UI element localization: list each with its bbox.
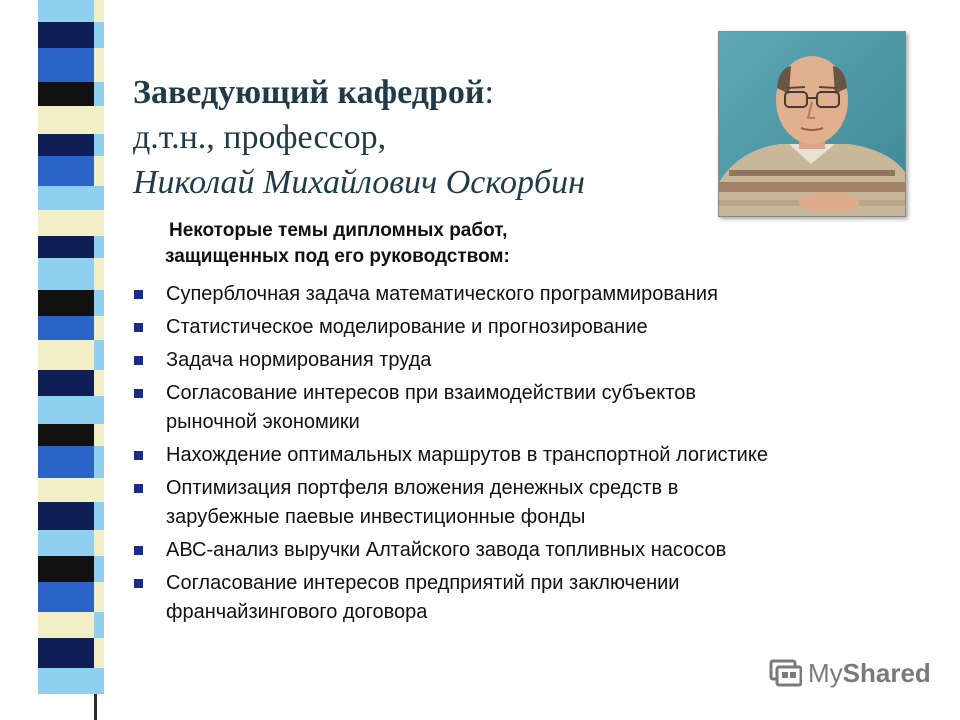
myshared-logo-icon <box>768 656 802 690</box>
stripe-segment <box>38 22 94 48</box>
title-line-name: Николай Михайлович Оскорбин <box>133 164 585 201</box>
stripe-segment-inner <box>94 258 104 290</box>
square-bullet-icon <box>134 484 143 493</box>
stripe-segment <box>38 316 94 340</box>
stripe-segment <box>38 156 94 186</box>
topic-text: Оптимизация портфеля вложения денежных средств в <box>166 477 679 499</box>
stripe-segment <box>38 186 94 210</box>
stripe-segment-inner <box>94 582 104 612</box>
watermark-my: My <box>808 657 843 688</box>
title-line-degree: д.т.н., профессор, <box>133 119 387 156</box>
stripe-segment <box>38 668 94 694</box>
stripe-segment-inner <box>94 316 104 340</box>
square-bullet-icon <box>134 290 143 299</box>
topic-text-cont: рыночной экономики <box>166 411 360 433</box>
stripe-segment-inner <box>94 396 104 424</box>
stripe-segment <box>38 290 94 316</box>
stripe-segment-inner <box>94 370 104 396</box>
watermark-text <box>808 658 931 689</box>
stripe-segment <box>38 340 94 370</box>
stripe-segment <box>38 478 94 502</box>
stripe-segment-inner <box>94 556 104 582</box>
stripe-segment-inner <box>94 290 104 316</box>
stripe-segment-inner <box>94 612 104 638</box>
myshared-watermark <box>768 656 931 690</box>
stripe-segment-inner <box>94 156 104 186</box>
stripe-segment <box>38 502 94 530</box>
stripe-segment <box>38 370 94 396</box>
stripe-segment <box>38 424 94 446</box>
stripe-segment <box>38 612 94 638</box>
role-text: Заведующий кафедрой <box>133 74 485 111</box>
stripe-segment <box>38 48 94 82</box>
topic-text: Задача нормирования труда <box>166 349 432 371</box>
role-colon: : <box>484 74 494 111</box>
stripe-segment-inner <box>94 106 104 134</box>
square-bullet-icon <box>134 579 143 588</box>
stripe-segment-inner <box>94 210 104 236</box>
slide-title <box>133 70 693 205</box>
topic-item <box>130 280 910 309</box>
stripe-segment-inner <box>94 530 104 556</box>
topic-text: Нахождение оптимальных маршрутов в транспортной логистике <box>166 444 768 466</box>
stripe-segment-inner <box>94 502 104 530</box>
topic-text: Статистическое моделирование и прогнозирование <box>166 316 648 338</box>
portrait-illustration <box>719 32 905 216</box>
stripe-segment-inner <box>94 668 104 694</box>
stripe-segment-inner <box>94 340 104 370</box>
decorative-stripe-bar-inner <box>94 0 104 720</box>
square-bullet-icon <box>134 546 143 555</box>
topic-item <box>130 313 910 342</box>
stripe-segment-inner <box>94 22 104 48</box>
watermark-shared: Shared <box>842 657 931 688</box>
stripe-segment-inner <box>94 236 104 258</box>
square-bullet-icon <box>134 356 143 365</box>
stripe-segment <box>38 396 94 424</box>
topic-text: АВС-анализ выручки Алтайского завода топливных насосов <box>166 539 727 561</box>
topics-heading-line1: Некоторые темы дипломных работ, <box>169 220 508 241</box>
portrait-photo <box>718 31 906 217</box>
topic-item <box>130 379 910 437</box>
topic-item <box>130 346 910 375</box>
stripe-segment-inner <box>94 0 104 22</box>
stripe-segment <box>38 638 94 668</box>
stripe-segment-inner <box>94 48 104 82</box>
decorative-stripe-bar <box>38 0 94 720</box>
stripe-segment-inner <box>94 186 104 210</box>
topics-heading <box>165 218 725 270</box>
stripe-segment <box>38 530 94 556</box>
stripe-segment-inner <box>94 134 104 156</box>
stripe-segment <box>38 106 94 134</box>
topic-text: Согласование интересов предприятий при заключении <box>166 572 680 594</box>
stripe-segment <box>38 134 94 156</box>
stripe-segment-inner <box>94 82 104 106</box>
topic-text: Суперблочная задача математического программирования <box>166 283 718 305</box>
stripe-segment <box>38 582 94 612</box>
title-line-role <box>133 70 693 115</box>
topics-list <box>130 280 910 631</box>
topics-heading-line2: защищенных под его руководством: <box>165 246 510 267</box>
square-bullet-icon <box>134 451 143 460</box>
topic-item <box>130 474 910 532</box>
topic-item <box>130 569 910 627</box>
topic-item <box>130 536 910 565</box>
stripe-segment <box>38 0 94 22</box>
stripe-segment-inner <box>94 478 104 502</box>
stripe-segment <box>38 446 94 478</box>
stripe-segment <box>38 236 94 258</box>
stripe-segment <box>38 82 94 106</box>
topic-text-cont: зарубежные паевые инвестиционные фонды <box>166 506 586 528</box>
square-bullet-icon <box>134 323 143 332</box>
square-bullet-icon <box>134 389 143 398</box>
stripe-segment <box>38 258 94 290</box>
topic-text: Согласование интересов при взаимодействии субъектов <box>166 382 696 404</box>
topic-item <box>130 441 910 470</box>
stripe-segment <box>38 556 94 582</box>
stripe-segment-inner <box>94 424 104 446</box>
stripe-segment <box>38 210 94 236</box>
topic-text-cont: франчайзингового договора <box>166 601 428 623</box>
stripe-segment-inner <box>94 638 104 668</box>
stripe-segment-inner <box>94 446 104 478</box>
